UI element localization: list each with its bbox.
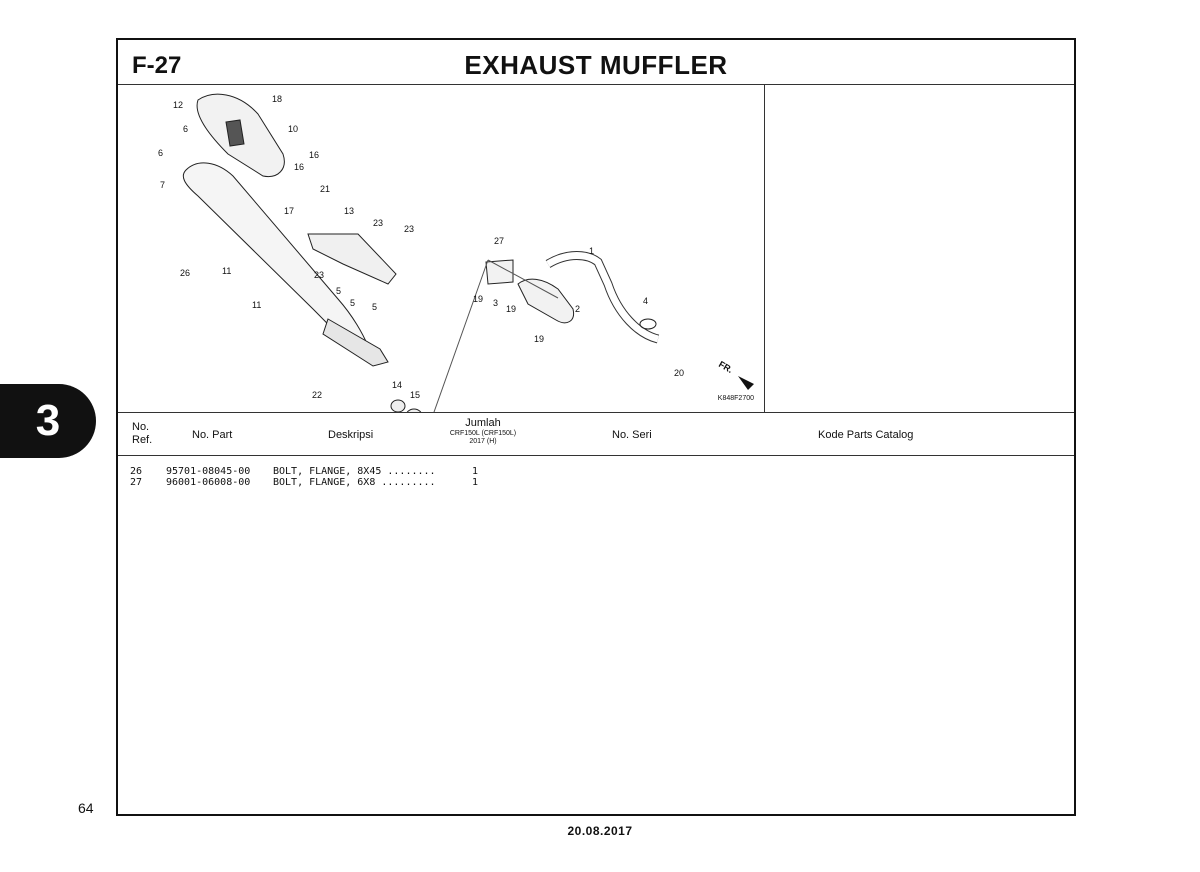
row-quantity: 1 bbox=[472, 466, 479, 477]
label-6b: 6 bbox=[158, 148, 164, 158]
label-12: 12 bbox=[173, 100, 184, 110]
parts-catalog-frame bbox=[116, 38, 1076, 816]
label-4: 4 bbox=[643, 296, 649, 306]
table-row bbox=[118, 477, 1074, 488]
label-15: 15 bbox=[410, 390, 421, 400]
chapter-tab: 3 bbox=[0, 384, 96, 458]
label-2: 2 bbox=[575, 304, 581, 314]
label-3: 3 bbox=[493, 298, 499, 308]
label-11a: 11 bbox=[222, 266, 232, 276]
direction-marker: FR. bbox=[717, 359, 735, 375]
label-16b: 16 bbox=[309, 150, 320, 160]
protector-2 bbox=[518, 279, 574, 323]
label-23b: 23 bbox=[404, 224, 415, 234]
label-5c: 5 bbox=[372, 302, 378, 312]
row-description: BOLT, FLANGE, 8X45 ........ bbox=[273, 466, 436, 477]
row-part-number: 96001-06008-00 bbox=[166, 477, 251, 488]
col-desc: Deskripsi bbox=[328, 429, 374, 441]
col-part: No. Part bbox=[192, 429, 233, 441]
label-5a: 5 bbox=[336, 286, 342, 296]
label-13: 13 bbox=[344, 206, 355, 216]
label-14: 14 bbox=[392, 380, 403, 390]
label-27: 27 bbox=[494, 236, 505, 246]
label-20: 20 bbox=[674, 368, 685, 378]
collar-14 bbox=[391, 400, 405, 412]
page-number: 64 bbox=[78, 800, 94, 816]
col-ref-line2: Ref. bbox=[132, 434, 153, 446]
label-7: 7 bbox=[160, 180, 166, 190]
page-date: 20.08.2017 bbox=[567, 824, 633, 838]
row-description: BOLT, FLANGE, 6X8 ......... bbox=[273, 477, 436, 488]
label-19c: 19 bbox=[534, 334, 545, 344]
label-10: 10 bbox=[288, 124, 299, 134]
label-1: 1 bbox=[589, 246, 595, 256]
label-6a: 6 bbox=[183, 124, 189, 134]
gasket-4 bbox=[640, 319, 656, 329]
label-23a: 23 bbox=[373, 218, 384, 228]
row-ref: 26 bbox=[130, 466, 143, 477]
label-19b: 19 bbox=[506, 304, 517, 314]
col-jumlah bbox=[433, 417, 533, 445]
label-23c: 23 bbox=[314, 270, 325, 280]
table-row bbox=[118, 466, 1074, 477]
figure-code: F-27 bbox=[132, 52, 182, 79]
exploded-diagram bbox=[118, 84, 765, 412]
col-jumlah-model: CRF150L (CRF150L) bbox=[449, 430, 517, 437]
parts-table-header bbox=[118, 412, 1074, 456]
figure-header bbox=[118, 40, 1074, 85]
col-seri: No. Seri bbox=[612, 429, 652, 441]
col-jumlah-title: Jumlah bbox=[465, 417, 501, 429]
col-ref-line1: No. bbox=[132, 421, 150, 433]
label-17: 17 bbox=[284, 206, 295, 216]
parts-table-body bbox=[118, 466, 1074, 488]
label-16a: 16 bbox=[294, 162, 305, 172]
label-19a: 19 bbox=[473, 294, 484, 304]
label-18: 18 bbox=[272, 94, 283, 104]
label-22: 22 bbox=[312, 390, 323, 400]
illustration-code: K848F2700 bbox=[717, 395, 754, 402]
row-part-number: 95701-08045-00 bbox=[166, 466, 251, 477]
col-jumlah-year: 2017 (H) bbox=[469, 438, 497, 445]
exhaust-diagram-svg bbox=[118, 84, 764, 412]
label-26: 26 bbox=[180, 268, 191, 278]
label-11b: 11 bbox=[252, 300, 262, 310]
label-5b: 5 bbox=[350, 298, 356, 308]
bracket-3 bbox=[486, 260, 513, 284]
col-ref bbox=[132, 421, 152, 447]
figure-title: EXHAUST MUFFLER bbox=[464, 50, 728, 80]
col-kode: Kode Parts Catalog bbox=[818, 429, 914, 441]
label-21: 21 bbox=[320, 184, 331, 194]
row-quantity: 1 bbox=[472, 477, 479, 488]
row-ref: 27 bbox=[130, 477, 143, 488]
direction-arrow-icon bbox=[738, 376, 754, 390]
